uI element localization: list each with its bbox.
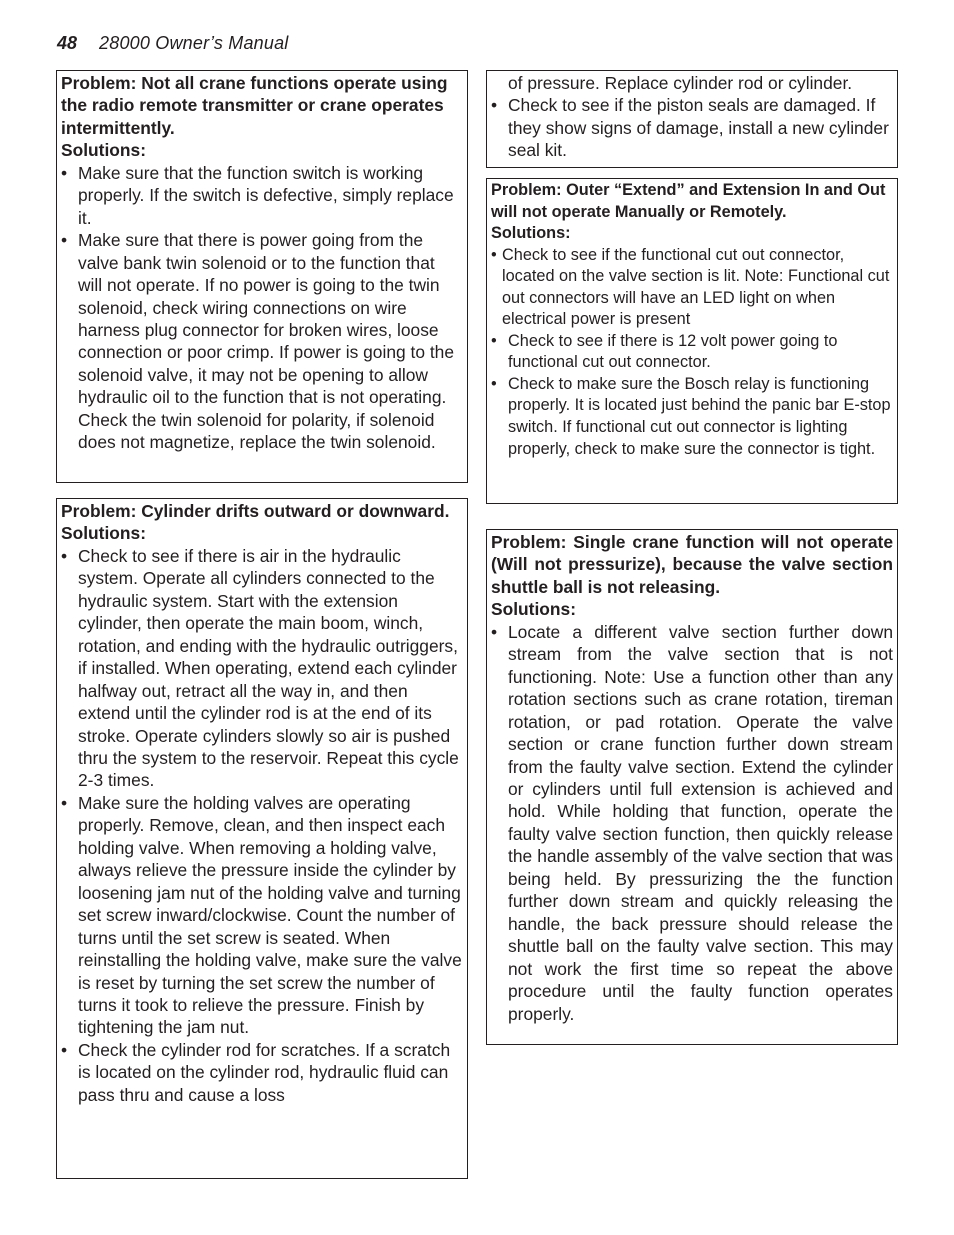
solution-item — [61, 1039, 463, 1106]
solution-text: Check to see if the functional cut out connector, located on the valve section is lit. Note: Functional cut out connectors will have an LED light on when electrical power is present — [502, 245, 890, 329]
bullet: • — [61, 545, 68, 566]
bullet: • — [61, 792, 68, 813]
bullet: • — [491, 245, 497, 264]
bullet: • — [61, 230, 68, 251]
page-number: 48 — [57, 33, 78, 53]
bullet: • — [491, 374, 497, 393]
troubleshoot-box-shuttle-ball — [486, 529, 898, 1045]
bullet: • — [491, 621, 498, 642]
solutions-label: Solutions: — [491, 599, 577, 620]
solutions-list — [491, 245, 893, 460]
manual-title: 28000 Owner’s Manual — [99, 33, 289, 53]
bullet: • — [491, 95, 498, 116]
solution-item — [61, 162, 463, 229]
troubleshoot-box-cylinder-drift — [56, 498, 468, 1179]
solution-item — [491, 245, 893, 331]
solutions-list — [61, 545, 463, 1106]
solution-item — [61, 792, 463, 1039]
solutions-label: Solutions: — [491, 224, 571, 243]
troubleshoot-box-continuation — [486, 70, 898, 168]
bullet: • — [491, 331, 497, 350]
bullet: • — [61, 162, 68, 183]
solutions-label: Solutions: — [61, 523, 147, 544]
problem-heading: Problem: Cylinder drifts outward or downward. — [61, 501, 450, 521]
solution-item — [491, 374, 893, 460]
solution-item — [491, 621, 893, 1025]
solution-item — [491, 94, 893, 161]
problem-heading: Problem: Outer “Extend” and Extension In and Out will not operate Manually or Remotely. — [491, 181, 886, 221]
solution-text: Check to make sure the Bosch relay is functioning properly. It is located just behind the panic bar E-stop switch. If functional cut out connector is lighting properly, check to make sure the connector is tight. — [508, 374, 891, 458]
solutions-list — [491, 621, 893, 1025]
solution-text: Make sure that the function switch is working properly. If the switch is defective, simply replace it. — [78, 162, 454, 228]
troubleshoot-box-radio-remote — [56, 70, 468, 483]
solution-text: Make sure that there is power going from the valve bank twin solenoid or to the function that will not operate. If no power is going to the twin solenoid, check wiring connections on wire harness plug connector for broken wires, loose connection or poor crimp. If power is going to the solenoid valve, it may not be opening to allow hydraulic oil to the function that is not operating. Check the twin solenoid for polarity, if solenoid does not magnetize, replace the twin solenoid. — [78, 230, 455, 453]
problem-heading: Problem: Not all crane functions operate using the radio remote transmitter or crane operates intermittently. — [61, 73, 448, 138]
solution-text: Check the cylinder rod for scratches. If a scratch is located on the cylinder rod, hydraulic fluid can pass thru and cause a loss — [78, 1039, 451, 1105]
solution-text: Check to see if there is 12 volt power going to functional cut out connector. — [508, 331, 838, 372]
solutions-list — [491, 94, 893, 161]
solutions-label: Solutions: — [61, 140, 147, 161]
solution-item — [61, 545, 463, 792]
bullet: • — [61, 1039, 68, 1060]
solution-text: Check to see if the piston seals are damaged. If they show signs of damage, install a new cylinder seal kit. — [508, 95, 889, 161]
solution-text: Make sure the holding valves are operating properly. Remove, clean, and then inspect each holding valve. When removing a holding valve, always relieve the pressure inside the cylinder by loosening jam nut of the holding valve and turning set screw inward/clockwise. Count the number of turns until the set screw is seated. When reinstalling the holding valve, make sure the valve is reset by turning the set screw the number of turns it took to relieve the pressure. Finish by tightening the jam nut. — [78, 792, 462, 1038]
continuation-text: of pressure. Replace cylinder rod or cylinder. — [508, 73, 853, 93]
solution-item — [61, 229, 463, 454]
solution-text: Check to see if there is air in the hydraulic system. Operate all cylinders connected to the hydraulic system. Start with the extension cylinder, then operate the main boom, winch, rotation, and ending with the hydraulic outriggers, if installed. When operating, extend each cylinder halfway out, retract all the way in, and then extend until the cylinder rod is at the end of its stroke. Operate cylinders slowly so air is pushed thru the system to the reservoir. Repeat this cycle 2-3 times. — [78, 545, 459, 791]
solutions-list — [61, 162, 463, 454]
solution-text: Locate a different valve section further down stream from the valve section that is not functioning. Note: Use a function other than any rotation sections such as crane rotation, tireman rotation, or pad rotation. Operate the valve section or crane function further down stream from the faulty valve section. Extend the cylinder or cylinders until full extension is achieved and hold. While holding that function, operate the faulty valve section function, then quickly release the handle assembly of the valve section that was being held. By pressurizing the the function further down stream and quickly releasing the handle, the back pressure should release the shuttle ball on the faulty valve section. This may not work the first time so repeat the above procedure until the faulty function operates properly. — [508, 621, 893, 1024]
problem-heading: Problem: Single crane function will not operate (Will not pressurize), because the valve section shuttle ball is not releasing. — [491, 532, 893, 597]
solution-item — [491, 331, 893, 374]
page-header — [57, 33, 288, 54]
troubleshoot-box-extend — [486, 178, 898, 504]
